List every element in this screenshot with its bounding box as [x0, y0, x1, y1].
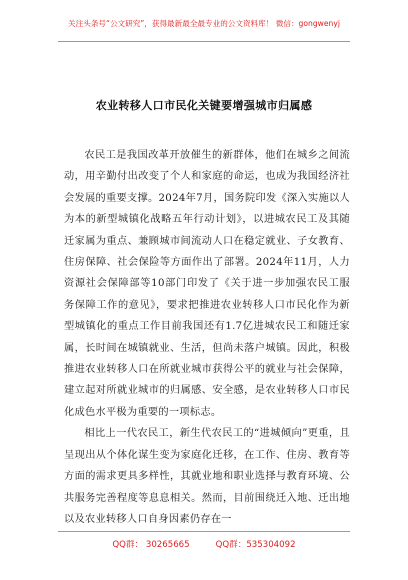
document-title: 农业转移人口市民化关键要增强城市归属感 [95, 99, 313, 112]
header-divider [58, 41, 350, 42]
promo-header: 关注头条号“公文研究”，获得最新最全最专业的公文资料库！ 微信：gongwenyj [68, 19, 340, 28]
document-body [64, 145, 350, 530]
qq-group-2: QQ群：535304092 [215, 540, 296, 550]
qq-footer [0, 538, 408, 550]
footer-divider [58, 531, 350, 532]
paragraph-1: 农民工是我国改革开放催生的新群体，他们在城乡之间流动，用辛勤付出改变了个人和家庭的命运，也成为我国经济社会发展的重要支撑。2024年7月，国务院印发《深入实施以人为本的新型城镇化战略五年行动计划》，以进城农民工及其随迁家属为重点、兼顾城市间流动人口在稳定就业、子女教育、住房保障、社会保险等方面作出了部署。2024年11月，人力资源社会保障部等10部门印发了《关于进一步加强农民工服务保障工作的意见》，要求把推进农业转移人口市民化作为新型城镇化的重点工作目前我国还有1.7亿进城农民工和随迁家属，长时间在城镇就业、生活，但尚未落户城镇。因此，积极推进农业转移人口在所就业城市获得公平的就业与社会保障，建立起对所就业城市的归属感、安全感，是农业转移人口市民化成色水平极为重要的一项标志。 [64, 150, 350, 418]
qq-group-1: QQ群： 30265665 [112, 540, 190, 550]
paragraph-2: 相比上一代农民工，新生代农民工的“进城倾向”更重，且呈现出从个体化谋生变为家庭化迁移，在工作、住房、教育等方面的需求更具多样性，其就业地和职业选择与教育环境、公共服务完善程度等息息相关。然而，目前围绕迁入地、迁出地以及农业转移人口自身因素仍存在一 [64, 428, 350, 525]
